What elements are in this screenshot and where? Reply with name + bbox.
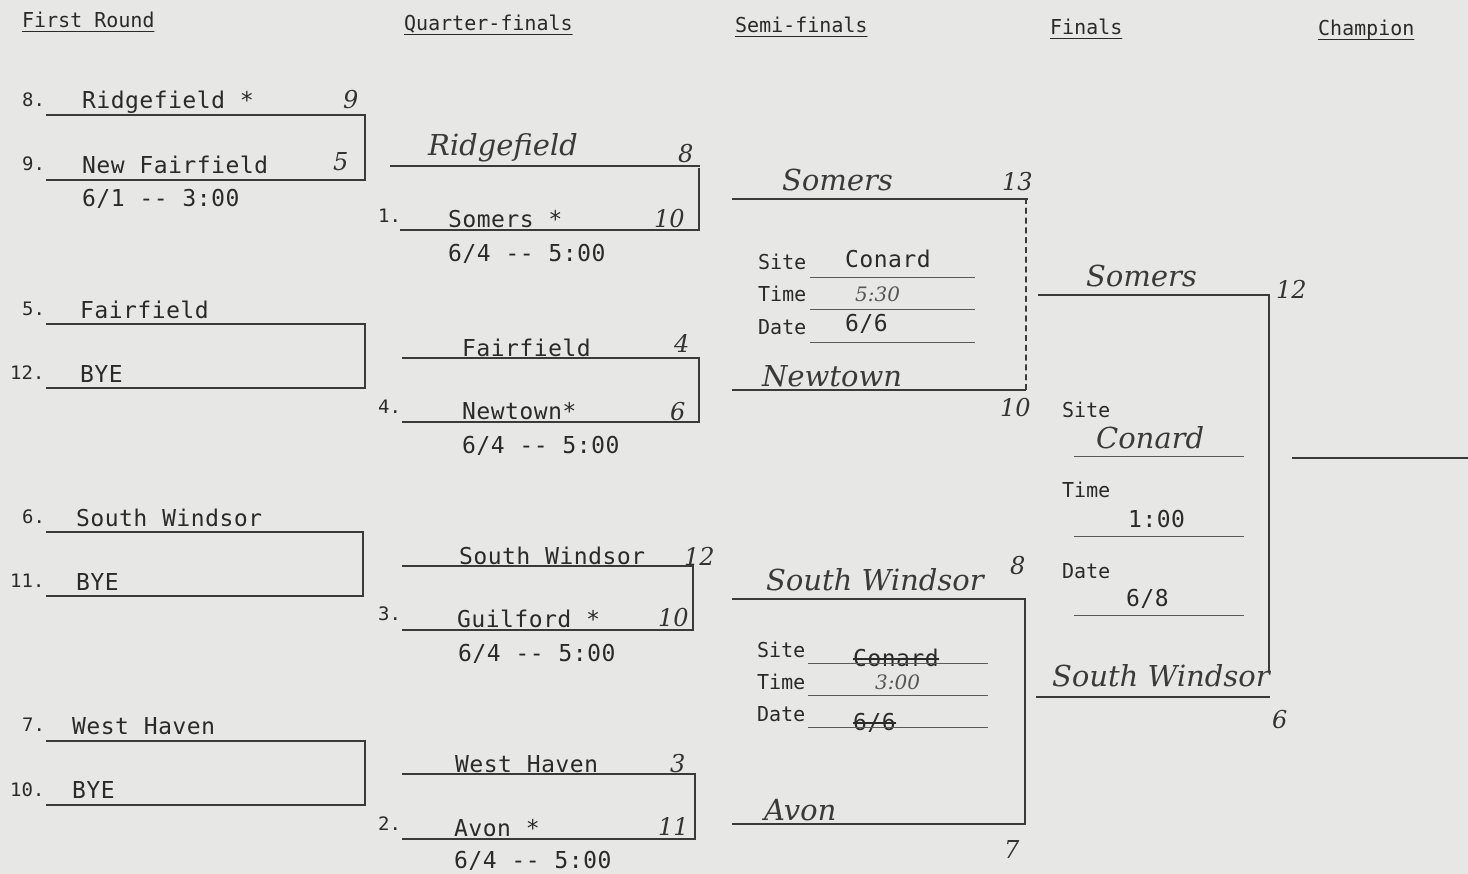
team-name: South Windsor	[1052, 659, 1270, 693]
score: 13	[1002, 168, 1033, 196]
seed-number: 7.	[22, 714, 45, 736]
seed-number: 10.	[10, 779, 45, 801]
time-underline	[808, 695, 988, 696]
seed-number: 5.	[22, 298, 45, 320]
score: 6	[1272, 706, 1288, 734]
date-value: 6/8	[1126, 586, 1170, 612]
seed-number: 1.	[378, 205, 401, 227]
bracket-line	[402, 773, 696, 775]
team-name: Guilford *	[457, 607, 601, 633]
bracket-connector	[692, 565, 694, 630]
bracket-line	[402, 629, 694, 631]
site-underline	[808, 663, 988, 664]
bracket-line	[402, 565, 694, 567]
team-name: South Windsor	[76, 506, 263, 532]
team-name: Ridgefield *	[82, 88, 255, 114]
bracket-connector	[364, 740, 366, 805]
score: 6	[670, 398, 686, 426]
bracket-connector	[694, 775, 696, 839]
game-datetime: 6/4 -- 5:00	[458, 641, 616, 667]
seed-number: 3.	[378, 603, 401, 625]
team-name: BYE	[72, 778, 116, 804]
bracket-line	[46, 323, 366, 325]
bracket-line	[46, 179, 366, 181]
date-label: Date	[758, 315, 807, 339]
time-underline	[810, 309, 975, 310]
bracket-line	[46, 804, 366, 806]
bracket-line	[732, 598, 1026, 600]
date-value: 6/6	[853, 710, 897, 736]
score: 8	[1010, 552, 1026, 580]
team-name: Fairfield	[462, 336, 592, 362]
header-champion: Champion	[1318, 16, 1415, 40]
team-name: Somers	[1086, 259, 1197, 293]
bracket-line	[402, 357, 700, 359]
bracket-connector	[698, 168, 700, 230]
bracket-connector	[1268, 294, 1270, 672]
score: 10	[654, 205, 685, 233]
game-datetime: 6/4 -- 5:00	[462, 433, 620, 459]
site-underline	[810, 277, 975, 278]
seed-number: 11.	[10, 570, 45, 592]
date-underline	[810, 342, 975, 343]
time-value: 1:00	[1128, 507, 1186, 533]
team-name: Somers *	[448, 207, 563, 233]
bracket-line	[46, 531, 364, 533]
game-datetime: 6/1 -- 3:00	[82, 186, 240, 212]
site-value: Conard	[853, 646, 940, 672]
score: 3	[670, 750, 686, 778]
score: 4	[674, 330, 690, 358]
team-name: Ridgefield	[428, 128, 578, 162]
date-label: Date	[1062, 559, 1111, 583]
site-value: Conard	[845, 247, 932, 273]
date-value: 6/6	[845, 311, 889, 337]
header-finals: Finals	[1050, 15, 1123, 39]
score: 12	[1276, 276, 1307, 304]
time-value: 5:30	[855, 282, 900, 306]
bracket-line	[732, 198, 1028, 200]
bracket-connector	[698, 357, 700, 422]
date-underline	[1074, 615, 1244, 616]
score: 12	[684, 543, 715, 571]
team-name: BYE	[76, 570, 120, 596]
seed-number: 8.	[22, 89, 45, 111]
score: 8	[678, 140, 694, 168]
score: 9	[343, 86, 359, 114]
date-underline	[808, 727, 988, 728]
team-name: West Haven	[455, 752, 599, 778]
header-semi-finals: Semi-finals	[735, 13, 868, 37]
time-label: Time	[757, 670, 806, 694]
bracket-line	[400, 229, 700, 231]
site-label: Site	[757, 638, 806, 662]
team-name: West Haven	[72, 714, 216, 740]
site-label: Site	[758, 250, 807, 274]
team-name: Avon	[764, 793, 837, 827]
team-name: South Windsor	[459, 544, 646, 570]
score: 11	[658, 813, 689, 841]
site-label: Site	[1062, 398, 1111, 422]
seed-number: 6.	[22, 506, 45, 528]
date-label: Date	[757, 702, 806, 726]
bracket-connector	[1024, 598, 1026, 825]
champion-line	[1292, 457, 1468, 459]
game-datetime: 6/4 -- 5:00	[448, 241, 606, 267]
bracket-line	[402, 838, 696, 840]
time-label: Time	[758, 282, 807, 306]
score: 10	[658, 604, 689, 632]
bracket-connector	[364, 323, 366, 388]
team-name: Newtown	[762, 359, 902, 393]
bracket-connector	[364, 114, 366, 180]
seed-number: 4.	[378, 396, 401, 418]
score: 7	[1004, 836, 1020, 864]
bracket-line	[46, 387, 366, 389]
header-first-round: First Round	[22, 8, 155, 32]
bracket-connector	[1025, 198, 1027, 390]
team-name: Avon *	[454, 816, 541, 842]
site-underline	[1074, 456, 1244, 457]
seed-number: 9.	[22, 153, 45, 175]
bracket-line	[1038, 294, 1270, 296]
bracket-line	[732, 823, 1026, 825]
seed-number: 2.	[378, 813, 401, 835]
score: 10	[1000, 394, 1031, 422]
team-name: South Windsor	[766, 563, 984, 597]
time-underline	[1074, 536, 1244, 537]
time-value: 3:00	[875, 670, 920, 694]
bracket-line	[46, 114, 366, 116]
game-datetime: 6/4 -- 5:00	[454, 848, 612, 874]
team-name: Newtown*	[462, 399, 577, 425]
bracket-line	[402, 421, 700, 423]
bracket-line	[46, 595, 364, 597]
team-name: Somers	[782, 163, 893, 197]
time-label: Time	[1062, 478, 1111, 502]
bracket-connector	[362, 531, 364, 596]
team-name: New Fairfield	[82, 153, 269, 179]
team-name: BYE	[80, 362, 124, 388]
seed-number: 12.	[10, 362, 45, 384]
bracket-line	[46, 740, 366, 742]
header-quarter-finals: Quarter-finals	[404, 11, 573, 35]
bracket-line	[1036, 696, 1270, 698]
bracket-line	[732, 389, 1026, 391]
bracket-line	[390, 165, 700, 167]
team-name: Fairfield	[80, 298, 210, 324]
site-value: Conard	[1096, 421, 1205, 455]
score: 5	[333, 148, 349, 176]
